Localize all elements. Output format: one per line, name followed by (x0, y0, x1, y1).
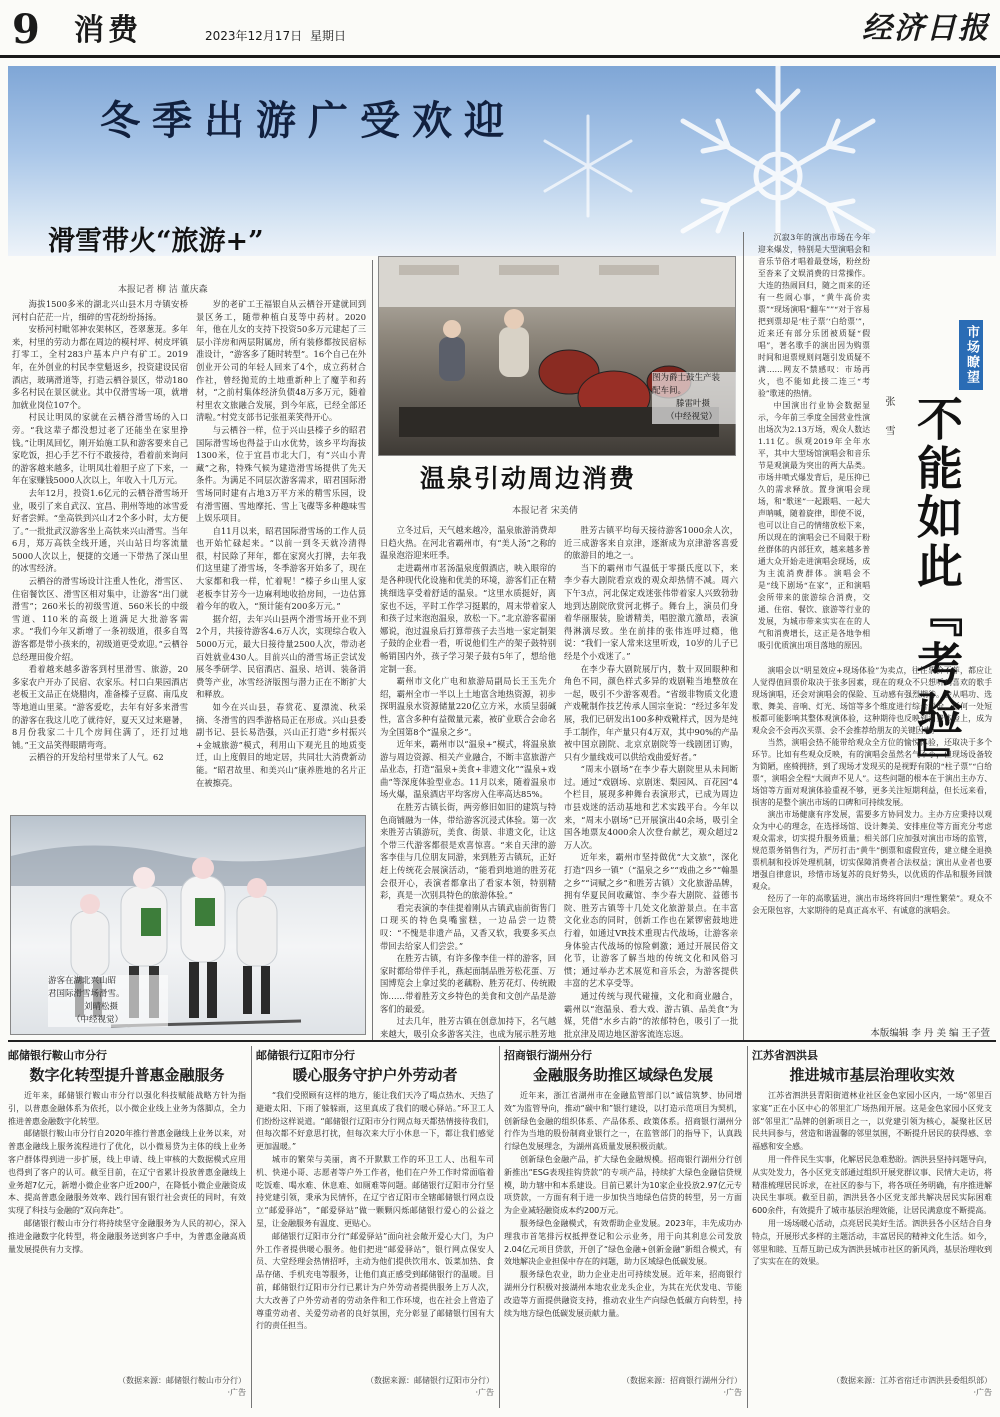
ad-paragraph: 城市的繁荣与美丽，离不开默默工作的环卫工人、出租车司机、快递小哥、志愿者等户外工作者，他们在户外工作时常面临着吃饭难、喝水难、休息难、如厕难等问题。邮储银行辽阳市分行坚持党建引领，秉承为民情怀，在辽宁省辽阳市全辖邮储银行网点设立“邮爱驿站”，“邮爱驿站”做一颗颗闪烁邮储银行爱心的公益之星，让金融服务有温度、更贴心。 (256, 1154, 494, 1228)
ad-block (752, 1048, 992, 1408)
column-paragraph: 经历了一年的高歌猛进，演出市场终将回归“理性繁荣”。观众不会无限包容，大家期待的是真正高水平、有诚意的演唱会。 (752, 894, 992, 915)
ski-paragraph: 岁的老矿工王福银自从云栖谷开建就回到景区务工，随带种植白芨等中药材。2020年，他在儿女的支持下投资50多万元建起了三层小洋房和两层附属房，所有装修都按民宿标准设计，“游客多了随时转型”。16个自己在外创业开公司的年轻人回来了4个，成立药材合作社，曾经抛荒的土地重新种上了魔芋和药材，“之前村集体经济负债48万多万元，随着村里农文旅融合发展，到今年底，已经全部还清啦。”村党支部书记张祖莱笑得开心。 (196, 299, 366, 423)
ad-body (8, 1090, 246, 1375)
ad-marker: ·广告 (973, 1388, 992, 1397)
ad-bank-name: 招商银行湖州分行 (504, 1049, 592, 1062)
column-paragraph: 当然，演唱会热不能带给观众全方位的愉悦体验，还取决于多个环节。比如有些观众反映，有的演唱会虽然名气不小，但现场设备较为简陋，座椅拥挤，到了现场才发现买的是视野有限的“柱子票”“白给票”，演唱会全程“大闹声不见人”。这些问题的根本在于演出主办方、场馆等方面对观演体验重视不够，更多关注短期利益，但长远来看，损害的是整个演出市场的口碑和可持续发展。 (752, 738, 992, 807)
spa-paragraph: 在胜芳古镇长街，两旁修旧如旧的建筑与特色商铺融为一体，带给游客沉浸式体验。第一次来胜芳古镇游玩，美食、街景、非遗文化，让这个带三代游客都很是欢喜惊喜。“来自天津的游客李佳与几位朋友同游，来到胜芳古镇玩，正好赶上传统花会展演活动，“能看到地道的胜芳花会很开心，表演者都拿出了看家本领，特别精彩，真是一次别具特色的旅游体验。” (380, 802, 556, 901)
spa-paragraph: 通过传统与现代碰撞，文化和商业融合，霸州以“泡温泉、看大戏、游古镇、品美食”为媒，凭借“水乡古韵”的浓郁特色，吸引了一批批京津及周边地区游客流连忘返。 (564, 990, 738, 1039)
ad-title: 数字化转型提升普惠金融服务 (29, 1066, 225, 1084)
ad-source: （数据来源：邮储银行辽阳市分行） (366, 1376, 494, 1385)
spa-paragraph: 看完表演的李佳提着刚从古镇武庙前街售门口现买的特色臭嘴蜜糕，一边品尝一边赞叹：“不愧是非遗产品，又香又软，我要多买点带回去给家人们尝尝。” (380, 902, 556, 951)
column-paragraph: 演出市场健康有序发展，需要多方协同发力。主办方应秉持以观众为中心的理念，在选择场馆、设计舞美、安排座位等方面充分考虑观众需求，切实提升服务质量；相关部门应加强对演出市场的监管，规范票务销售行为，严厉打击“黄牛”倒票和虚假宣传，建立健全退换票机制和投诉处理机制，切实保障消费者合法权益；演出从业者也要增强自律意识，珍惜市场复苏的良好势头，以优质的作品和服务回馈观众。 (752, 810, 992, 891)
ad-paragraph: 江苏省泗洪县青阳街道林业社区金色家园小区内，一场“邻里百家宴”正在小区中心的邻里汇广场热闹开展。这是金色家园小区党支部“邻里汇”品牌的创新项目之一，以党建引领为核心，凝聚社区居民共同参与，营造和谐温馨的邻里氛围，不断提升居民的获得感、幸福感和安全感。 (752, 1091, 992, 1152)
ad-org-name: 江苏省泗洪县 (752, 1049, 818, 1062)
spa-paragraph: 立冬过后，天气越来越冷，温泉旅游消费却日趋火热。在河北省霸州市，有“美人汤”之称的温泉泡浴迎来旺季。 (380, 525, 556, 561)
ad-paragraph: 邮储银行辽阳市分行“邮爱驿站”面向社会敞开爱心大门，为户外工作者提供暖心服务。他们把进“邮爱驿站”，银行网点保安人员、大堂经理会热情招呼，主动为他们提供饮用水、饭菜加热、食品存储、手机充电等服务，让他们真正感受到邮储银行的温暖。目前，邮储银行辽阳市分行已累计为户外劳动者提供服务上万人次，大大改善了户外劳动者的劳动条件和工作环境，也在社会上营造了尊重劳动者、关爱劳动者的良好氛围，充分彰显了邮储银行国有大行的责任担当。 (256, 1231, 494, 1331)
ad-paragraph: 用一场场暖心活动，点亮居民美好生活。泗洪县各小区结合自身特点，开展形式多样的主题活动，丰富居民的精神文化生活。如今，邻里和睦、互帮互助已成为泗洪县城市社区的新风尚，基层治理收到了实实在在的效果。 (752, 1218, 992, 1267)
ad-source: （数据来源：招商银行湖州分行） (622, 1376, 742, 1385)
ad-marker: ·广告 (475, 1388, 494, 1397)
spa-paragraph: 在胜芳古镇，有许多像李佳一样的游客，回家时都给带伴手礼，燕起面制品胜芳松花蛋、万国博览会上拿过奖的老藕粉、胜芳花灯、传统殿饰……带着胜芳文乡特色的美食和文创产品是游客们的最爱。 (380, 953, 556, 1014)
ad-title: 暖心服务守护户外劳动者 (292, 1066, 458, 1084)
spa-paragraph: “周末小剧场”在李少春大剧院里从未间断过。通过“戏剧场、京剧迷、梨园风、百花园”4个栏目，展现多种舞台表演形式，已成为周边市县戏迷的活动基地和艺术实践平台。今年以来，“周末小剧场”已开展演出40余场，吸引全国各地票友4000余人次登台献艺，观众超过2万人次。 (564, 764, 738, 850)
column-body-text (752, 665, 992, 1023)
ski-paragraph: 云栖谷的滑雪场设计注重人性化，滑雪区、住宿餐饮区、滑雪区相对集中，让游客“出门就滑雪”；260米长的初级雪道、560米长的中级雪道、110米的高级上道满足大批游客需求。“我们今年又新增了一条初级道，很多自驾游客都是带小孩来的，初级道更受欢迎。”云栖谷总经理田俊介绍。 (12, 576, 188, 662)
ad-paragraph: 创新绿色金融产品，扩大绿色金融规模。招商银行湖州分行创新推出“ESG表现挂钩贷款”的专项产品，持续扩大绿色金融信贷规模，助力辖中和本系建设。目前已累计为10家企业投放2.97亿元专项贷款，一方面有利于进一步加快当地绿色信贷的转型，另一方面为企业减轻融资成本约200万元。 (504, 1154, 742, 1216)
ad-source: （数据来源：邮储银行鞍山市分行） (118, 1376, 246, 1385)
spa-column-2 (564, 524, 738, 1042)
issue-weekday: 星期日 (310, 29, 347, 43)
spa-byline: 本报记者 宋美倩 (512, 506, 578, 516)
ad-body (256, 1090, 494, 1375)
spa-paragraph: 霸州市文化广电和旅游局副局长王玉先介绍，霸州全市一半以上土地富含地热资源，初步探明温泉水资源储量220亿立方米，水质呈弱碱性，富含多种有益微量元素，被矿业联合会命名为全国第8个“温泉之乡”。 (380, 676, 556, 737)
snowflake-icon (648, 66, 908, 256)
ad-source: （数据来源：江苏省宿迁市泗洪县委组织部） (832, 1376, 992, 1385)
ad-marker: ·广告 (227, 1388, 246, 1397)
factory-illustration (379, 257, 736, 456)
ad-paragraph: 服务绿色农业，助力企业走出可持续发展。近年来，招商银行湖州分行积极对接湖州本地农业龙头企业，为其在光伏发电、节能改造等方面提供融资支持，推动农业生产向绿色低碳方向转型，持续为地方绿色低碳发展贡献力量。 (504, 1270, 742, 1318)
spa-column-1 (380, 524, 556, 1042)
column-divider (743, 232, 744, 1042)
column-divider (372, 260, 373, 1040)
column-lead-text (758, 232, 870, 662)
column-title: 不能如此『考验』 (910, 395, 964, 764)
ad-divider (499, 1046, 500, 1408)
spa-paragraph: 走进霸州市茗汤温泉度假酒店，映入眼帘的是各种现代化设施和优美的环境，游客们正在精挑细选享受着舒适的温泉。“这里水质挺好，离家也不远，平时工作学习挺累的，周末带着家人和孩子过来泡泡温泉，放松一下。”北京游客翟丽娜说，泡过温泉后打算带孩子去当地一家定制架子鼓的企业看一看，听说他们生产的架子鼓特别畅销国内外，孩子学习架子鼓有5年了，想给他定制一套。 (380, 562, 556, 674)
ad-divider (251, 1046, 252, 1408)
ski-column-1 (12, 298, 188, 808)
page-number: 9 (12, 8, 40, 52)
ad-title: 推进城市基层治理收实效 (789, 1066, 955, 1084)
ad-paragraph: 服务绿色金融模式，有效帮助企业发展。2023年，丰先成功办理我市首笔排污权抵押登记和公示业务，用于向其利息公司发放2.04亿元项目贷款，开创了“绿色金融+创新金融”新组合模式，有效地解决企业担保中存在的问题，助力区域绿色低碳发展。 (504, 1218, 742, 1267)
caption-line: 配车间。 (652, 386, 687, 396)
ski-paragraph: 村民让明凤的家就在云栖谷滑雪场的入口旁。“我这辈子都没想过老了还能坐在家里挣钱。”让明凤回忆，刚开始施工队和游客要来自己家吃饭，担心手艺不行不敢接待，看着前来询问的游客越来越多，让明凤壮着胆子应了下来，一年在家赚钱5000人次以上，年收入十几万元。 (12, 412, 188, 486)
issue-date: 2023年12月17日 (205, 29, 303, 43)
ski-paragraph: 如今在兴山县，春赏花、夏漂流、秋采摘、冬滑雪的四季游格局正在形成。兴山县委副书记、县长易浩强，兴山正打造“乡村振兴+金城旅游”模式，利用山下观光且的地质变迁，山上度假目的地定居，共同壮大消费新动能。“昭君故里、和美兴山”康养胜地的名片正在被擦亮。 (196, 702, 366, 788)
caption-line: 游客在湖北兴山昭 (48, 976, 117, 986)
spa-paragraph: 近年来，霸州市以“温泉+”模式，将温泉旅游与周边资源、相关产业融合，不断丰富旅游产品业态，打造“温泉+美食+非遗文化”“温泉+戏曲”等深度体验型业态。11月以来，随着温泉市场火爆，温泉酒店平均客房入住率高达85%。 (380, 739, 556, 800)
column-paragraph: 沉寂3年的演出市场在今年迎来爆发，特别是大型演唱会和音乐节俗才唱着最登场，粉丝纷至沓来了文娱消费的日常操作。大连的热闹回归，随之而来的还有一些闹心事，“黄牛高价卖票”“现场演唱“翻车””“对于容易把到票却是‘柱子票’‘白给票’”，近来还有部分乐团被质疑“假唱”，著名歌手的演出因为购票时间和退票规则问题引发质疑不满……网友不禁感叹：市场再火，也不能如此接二连三“考验”歌迷的热情。 (758, 233, 870, 398)
spa-paragraph: 胜芳古镇平均每天接待游客1000余人次，近三成游客来自京津，逐渐成为京津游客喜爱的旅游目的地之一。 (564, 525, 738, 561)
ski-byline: 本报记者 柳 洁 董庆森 (118, 285, 208, 295)
caption-source: （中经视觉） (666, 412, 718, 422)
ad-title: 金融服务助推区域绿色发展 (532, 1066, 713, 1084)
ski-paragraph: 看着越来越多游客到村里滑雪、旅游，20多家农户开办了民宿、农家乐。村口白果园酒店老板王文品正在烧腊肉，准备榛子豆腐、南瓜皮等地道山里菜。“游客爱吃，去年有好多来滑雪的游客在我这儿吃了就待好，夏天又过来避暑，8月份我家二十几个房间住满了，还打过地铺。”王文品笑得眼睛弯弯。 (12, 664, 188, 750)
ski-paragraph: 自11月以来，昭君国际滑雪场的工作人员也开始忙碌起来。“以前一到冬天就冷清得很，村民除了拜年，都在家窝火打牌，去年我们这里建了滑雪场，冬季游客开始多了，现在大家都和我一样，忙着呢！”榛子乡山里人家老板李甘芳今一边麻利地收拾房间，一边估算着今年的收入，“预计能有200多万元。” (196, 525, 366, 612)
ad-block (8, 1048, 246, 1408)
ski-paragraph: 据介绍，去年兴山县两个滑雪场开业不到2个月，共接待游客4.6万人次，实现综合收入5000万元，最大日接待量2500人次，带动老百姓就业430人。目前兴山的滑雪场正尝试发展冬季研学、民宿酒店、温泉、培训、装备消费等产业，冰雪经济版图与潜力正在不断扩大和释放。 (196, 613, 366, 700)
page-editors: 本版编辑 李 丹 美 编 王子萱 (870, 1028, 990, 1039)
spa-headline: 温泉引动周边消费 (420, 464, 637, 493)
caption-credit: 刘晴松摄 (84, 1002, 119, 1012)
ad-paragraph: “我们受照顾有这样的地方，能让我们天冷了喝点热水、天热了避避太阳、下雨了躲躲雨，这里真成了我们的暖心驿站。”环卫工人们纷纷这样说道。“邮储银行辽阳市分行网点每天都热情接待我们，但每次都不好意思打扰，但每次来大厅小休息一下，都让我们感觉更加温暖。” (256, 1091, 494, 1152)
spa-paragraph: 在李少春大剧院展厅内，数十双回眼种和角色不同，颜色样式多异的戏剧鞋当地整放在一起，吸引不少游客观看。“省级非物质文化遗产戏靴制作技艺传承人国宗奎说：“经过多年发展，我们已研发出100多种戏靴样式，因为是纯手工制作，年产量只有4万双，其中90%的产品被中国京剧院、北京京剧院等一线剧团订购，只有少量线戏可以供给戏曲爱好者。” (564, 663, 738, 762)
ski-paragraph: 海拔1500多米的湖北兴山县木月寺镇安桥河村白茫茫一片，细碎的雪花纷纷扬扬。 (12, 299, 188, 322)
caption-credit: 滕雷叶摄 (676, 399, 711, 409)
ad-paragraph: 邮储银行鞍山市分行将持续坚守金融服务为人民的初心，深入推进金融数字化转型，将金融服务送到客户手中，为普惠金融高质量发展提供有力支撑。 (8, 1218, 246, 1254)
ad-bank-name: 邮储银行辽阳市分行 (256, 1049, 355, 1062)
ski-paragraph: 去年12月，投资1.6亿元的云栖谷滑雪场开业，吸引了来自武汉、宜昌、荆州等地的冰雪爱好者尝鲜。“坐高铁到兴山才2个多小时，太方便了。”一批批武汉游客坐上高铁来兴山滑雪。当年6月，郑万高铁全线开通，兴山站日均客流量5000人次以上，便捷的交通一下带热了深山里的冰雪经济。 (12, 487, 188, 574)
ad-block (504, 1048, 742, 1408)
ski-paragraph: 与云栖谷一样，位于兴山县榛子乡的昭君国际滑雪场也得益于山水优势，该乡平均海拔1300米，位于宜昌市北大门，有“兴山小青藏”之称，特殊气候为建造滑雪场提供了先天条件。为满足不同层次游客需求，昭君国际滑雪场同时建有占地3万平方米的精雪乐园，设有滑雪圈、雪地摩托、雪上飞碟等多种趣味雪上娱乐项目。 (196, 424, 366, 524)
ad-body (504, 1090, 742, 1375)
ski-column-2 (196, 298, 366, 808)
ad-block (256, 1048, 494, 1408)
ad-paragraph: 近年来，浙江省湖州市在金融监管部门以“诚信筑梦、协同增效”为监管导向，推动“碳中和”银行建设，以打造示范项目为契机，创新绿色金融的组织体系、产品体系、政策体系。招商银行湖州分行作为当地的股份制商业银行之一，在监管部门的指导下，认真践行绿色发展理念，为湖州高质量发展积极贡献。 (504, 1091, 742, 1152)
snowflake-small-icon (528, 106, 648, 226)
ski-paragraph: 云栖谷的开发给村里带来了人气。62 (28, 752, 164, 763)
ad-bank-name: 邮储银行鞍山市分行 (8, 1049, 107, 1062)
ski-paragraph: 安桥河村毗邻神农架林区，苍翠葱茏。多年来，村里的劳动力都在周边的模村坪、树皮坪镇打零工，全村283户基本户户有矿工。2019年，在外创业的村民李堂魁返乡，投资建设民宿酒店，玻璃滑道等，打造云栖谷景区，带动180多名村民在景区就业。其中仅滑雪场一项，就增加就业岗位107个。 (12, 324, 188, 410)
ads-divider (8, 1040, 996, 1042)
ski-photo-caption (48, 975, 168, 1027)
section-name: 消费 (74, 14, 142, 48)
ad-marker: ·广告 (723, 1388, 742, 1397)
spa-paragraph: 近年来，霸州市坚持做优“大文旅”，深化打造“四乡一镇”（“温泉之乡”“戏曲之乡”“翰墨之乡”“词赋之乡”和胜芳古镇）文化旅游品牌，拥有华夏民间收藏馆、李少春大剧院、益德书院、胜芳古镇等十几处文化旅游景点。在丰富文化业态的同时，创新工作也在紧锣密鼓地进行着，如通过VR技术重现古代战场，让游客亲身体验古代战场的惊险刺激；通过开展民俗文化节，让游客了解当地的传统文化和风俗习惯；通过举办艺术展览和音乐会，为游客提供丰富的艺术享受等。 (564, 852, 738, 989)
column-author: 张 雪 (883, 396, 894, 444)
banner-title: 冬季出游广受欢迎 (100, 97, 516, 144)
spa-paragraph: 过去几年，胜芳古镇在创意加持下，名气越来越大，吸引众多游客关注，也成为展示胜芳地 (380, 1016, 556, 1039)
drum-factory-photo (378, 256, 736, 456)
ski-headline: 滑雪带火“旅游+” (48, 226, 264, 257)
ad-body (752, 1090, 992, 1375)
column-tag: 市场瞭望 (959, 320, 983, 390)
ad-paragraph: 近年来，邮储银行鞍山市分行以强化科技赋能战略方针为指引，以普惠金融体系为依托，以小微企业线上业务为落脚点，全力推进普惠金融数字化转型。 (8, 1091, 246, 1126)
ad-paragraph: 用一件件民生实事，化解居民急难愁盼。泗洪县坚持问题导向，从实处发力，各小区党支部通过组织开展党群议事、民情大走访，将精准梳理居民诉求，在社区的参与下，将各项任务明确，有序推进解决民生事项。截至目前，泗洪县各小区党支部共解决居民实际困难600余件，有效提升了城市基层治理效能，让居民满意度不断提高。 (752, 1154, 992, 1216)
caption-source: （中经视觉） (72, 1015, 124, 1025)
caption-line: 君国际滑雪场滑雪。 (48, 989, 125, 999)
newspaper-logo: 经济日报 (862, 11, 990, 46)
drum-photo-caption (652, 372, 736, 424)
ad-divider (747, 1046, 748, 1408)
masthead (0, 0, 1000, 58)
caption-line: 图为爵士鼓生产装 (652, 373, 721, 383)
spa-paragraph: 当下的霸州市气温低于零摄氏度以下，来李少春大剧院看京戏的观众却热情不减。周六下午3点，河北保定戏迷张伟带着家人兴致勃勃地到达剧院欣赏河北梆子。舞台上，演员们身着华丽服装，脸谱精美，唱腔激亢激昂，表演得淋漓尽致。坐在前排的张伟连呼过瘾，他说：“我们一家人常来这里听戏，10岁的儿子已经是个小戏迷了。” (564, 562, 738, 661)
column-paragraph: 中国演出行业协会数据显示，今年前三季度全国营业性演出场次为2.13万场，观众人数达1.11亿。纵观2019年全年水平，其中大型场馆演唱会和音乐节是观演最为突出的两大品类。市场井喷式爆发背后，是压抑已久的需求释放。置身演唱会现场，和“歌迷”一起跟唱、一起大声呐喊，随着旋律，即使不说，也可以让自己的情绪放松下来，所以现在的演唱会已不局限于粉丝群体的内部狂欢，越来越多普通大众开始走进演唱会现场，成为主流消费群体。演唱会不是“线下剧场“在家”，正和演唱会所带来的旅游综合消费，交通、住宿、餐饮、旅游等行业的发展，为城市带来实实在在的人气和消费增长，这正是各地争相吸引优质演出项目落地的原因。 (758, 401, 870, 650)
ad-paragraph: 邮储银行鞍山市分行自2020年推行普惠金融线上业务以来，对普惠金融线上服务流程进行了优化，以小微易贷为主体的线上业务客户群体得到进一步扩展，线上申请、线上审核的大数据模式应用也得到了客户的认可。截至目前，在辽宁省累计投放普惠金融线上业务超7亿元，新增小微企业客户近200户，在降低小微企业融资成本、提高普惠金融服务效率、践行国有银行社会责任的同时，有效实现了科技与金融的“双向奔赴”。 (8, 1129, 246, 1216)
column-paragraph: 演唱会以“明星效应+现场体验”为卖点，往往票价不菲，都应让人觉得值回票价取决于张多因素，现在的观众不只想听到喜欢的歌手现场演唱，还会对演唱会的保险、互动感有强烈期待。会从唱功、选歌、舞美、音响、灯光、场馆等多个维度进行综合评价，任何一处短板都可能影响其整体观演体验，这种期待也反映到消费体验上，成为观众会不会再次买票、会不会推荐给朋友的关键因素。 (752, 666, 992, 735)
